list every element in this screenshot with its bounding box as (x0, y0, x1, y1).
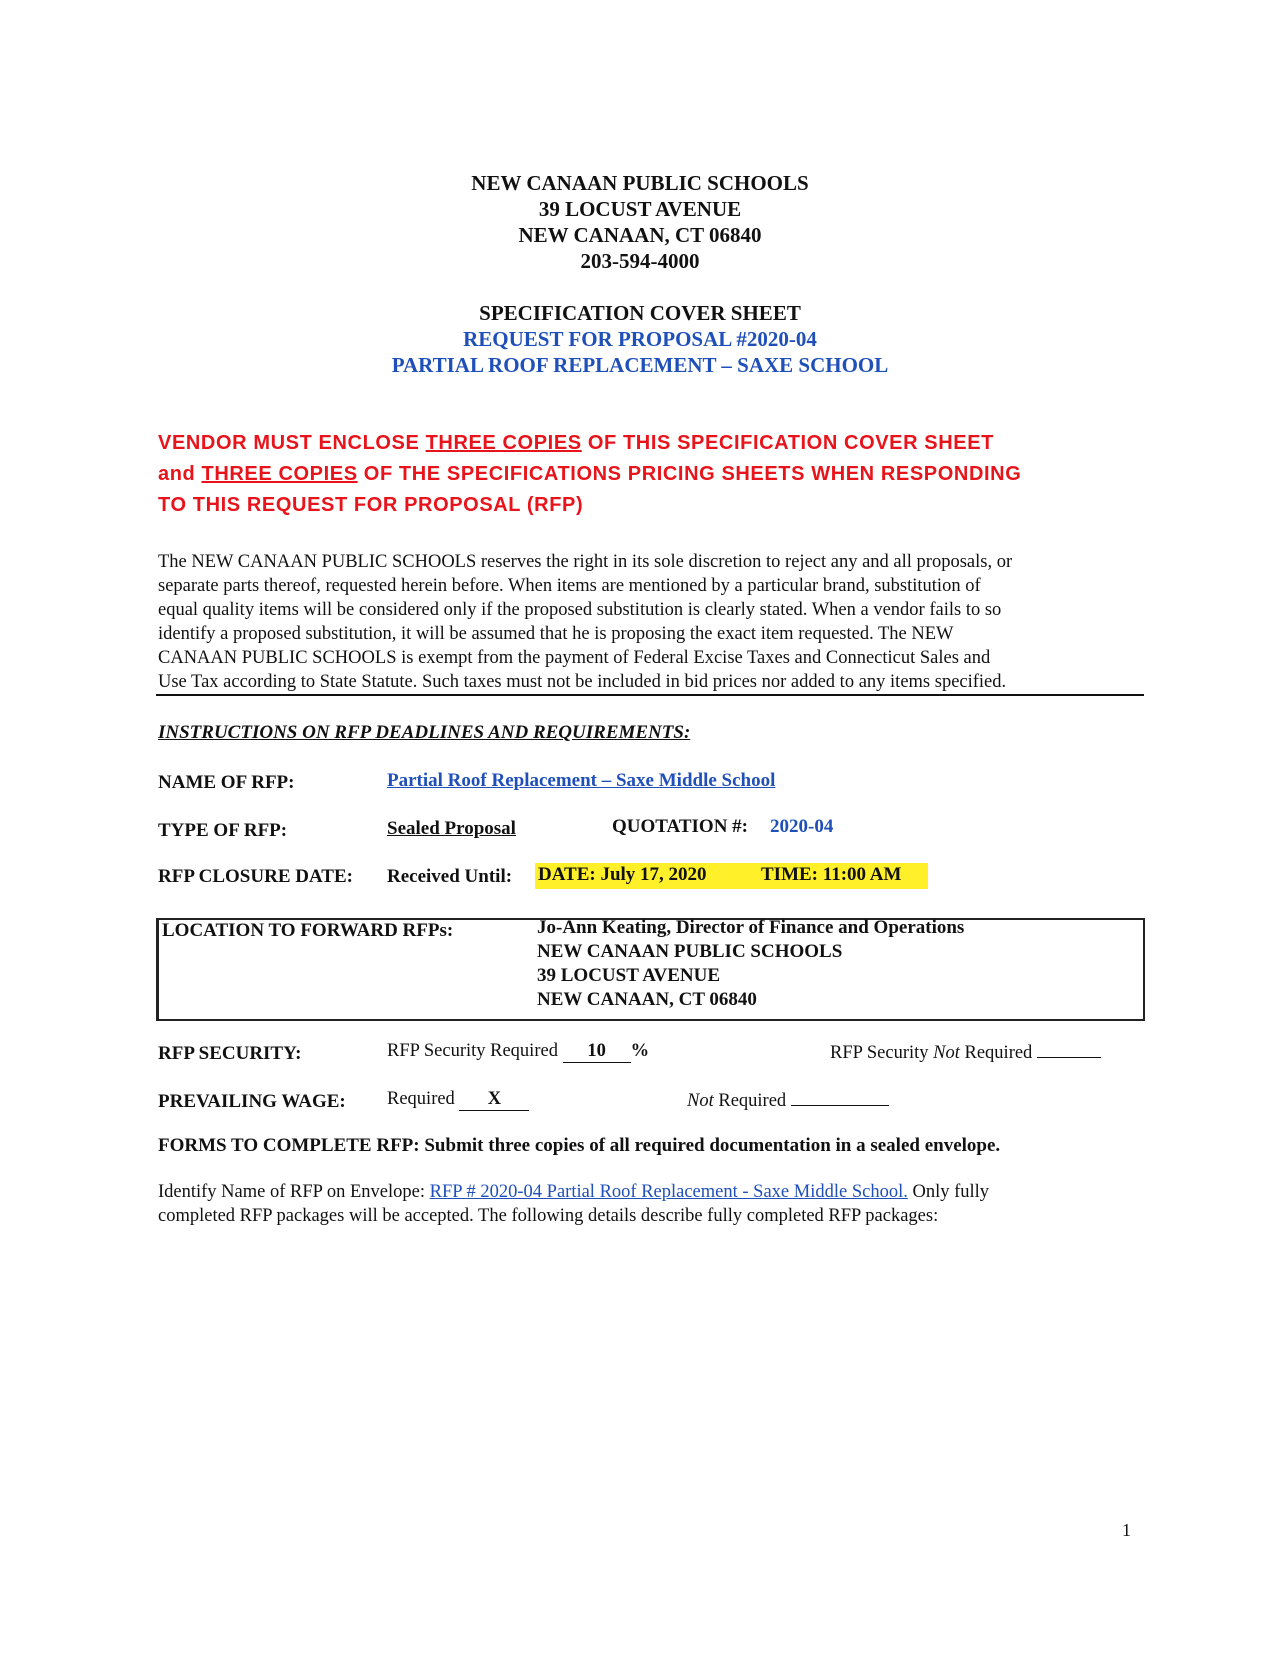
prevailing-wage-label: PREVAILING WAGE: (158, 1091, 346, 1112)
sheet-title: SPECIFICATION COVER SHEET (479, 301, 801, 325)
quotation-label: QUOTATION #: (612, 816, 748, 837)
instructions-heading: INSTRUCTIONS ON RFP DEADLINES AND REQUIREMENTS: (158, 722, 691, 743)
warning-line-2 (158, 459, 1021, 490)
warning-text: OF THIS SPECIFICATION COVER SHEET (581, 432, 994, 454)
disclaimer-line: separate parts thereof, requested herein before. When items are mentioned by a particular brand, substitution of (158, 576, 981, 596)
identify-line-1 (158, 1180, 989, 1204)
quotation-number: 2020-04 (770, 816, 834, 837)
wage-required-field (387, 1089, 529, 1111)
disclaimer-line: CANAAN PUBLIC SCHOOLS is exempt from the payment of Federal Excise Taxes and Connecticut Sales and (158, 648, 991, 668)
security-not-prefix: RFP Security (830, 1043, 934, 1063)
security-not-required-blank[interactable] (1037, 1039, 1101, 1058)
name-of-rfp-value[interactable]: Partial Roof Replacement – Saxe Middle School (387, 770, 776, 791)
org-phone: 203-594-4000 (580, 249, 700, 273)
org-name: NEW CANAAN PUBLIC SCHOOLS (471, 171, 809, 195)
location-line: NEW CANAAN, CT 06840 (537, 989, 757, 1010)
identify-line-2: completed RFP packages will be accepted. The following details describe fully completed RFP packages: (158, 1206, 939, 1226)
received-until-label: Received Until: (387, 866, 513, 887)
page-number: 1 (1122, 1520, 1131, 1540)
security-required-field (387, 1041, 649, 1063)
disclaimer-line: identify a proposed substitution, it will be assumed that he is proposing the exact item requested. The NEW (158, 624, 954, 644)
identify-link[interactable]: RFP # 2020-04 Partial Roof Replacement - Saxe Middle School. (429, 1182, 908, 1202)
disclaimer-line: Use Tax according to State Statute. Such taxes must not be included in bid prices nor added to any items specified. (158, 672, 1007, 692)
rfp-number-title: REQUEST FOR PROPOSAL #2020-04 (463, 327, 817, 351)
project-title: PARTIAL ROOF REPLACEMENT – SAXE SCHOOL (391, 353, 889, 377)
security-required-text: RFP Security Required (387, 1041, 558, 1061)
wage-required-text: Required (387, 1089, 455, 1109)
warning-line-1 (158, 428, 994, 459)
location-line: NEW CANAAN PUBLIC SCHOOLS (537, 941, 843, 962)
security-label: RFP SECURITY: (158, 1043, 302, 1064)
wage-not-required-blank[interactable] (791, 1087, 889, 1106)
forms-instructions: FORMS TO COMPLETE RFP: Submit three copies of all required documentation in a sealed envelope. (158, 1135, 1001, 1156)
location-line: 39 LOCUST AVENUE (537, 965, 721, 986)
warning-text: VENDOR MUST ENCLOSE (158, 432, 426, 454)
wage-not-word: Not (687, 1091, 714, 1111)
security-not-suffix: Required (959, 1043, 1033, 1063)
name-of-rfp-label: NAME OF RFP: (158, 772, 295, 793)
closure-time: TIME: 11:00 AM (761, 864, 902, 885)
identify-suffix: Only fully (907, 1182, 990, 1202)
warning-emphasis: THREE COPIES (425, 432, 582, 454)
closure-date-label: RFP CLOSURE DATE: (158, 866, 353, 887)
section-divider (156, 694, 1144, 696)
warning-text: OF THE SPECIFICATIONS PRICING SHEETS WHEN RESPONDING (357, 463, 1022, 485)
closure-date: DATE: July 17, 2020 (538, 864, 707, 885)
security-not-required-field (830, 1039, 1101, 1064)
wage-not-suffix: Required (713, 1091, 787, 1111)
warning-text: and (158, 463, 202, 485)
wage-not-required-field (687, 1087, 889, 1112)
security-required-value[interactable]: 10 (563, 1041, 631, 1063)
wage-required-value[interactable]: X (459, 1089, 529, 1111)
disclaimer-line: The NEW CANAAN PUBLIC SCHOOLS reserves the right in its sole discretion to reject any and all proposals, or (158, 552, 1013, 572)
security-percent: % (630, 1041, 650, 1061)
warning-emphasis: THREE COPIES (201, 463, 358, 485)
identify-prefix: Identify Name of RFP on Envelope: (158, 1182, 430, 1202)
org-street: 39 LOCUST AVENUE (538, 197, 742, 221)
location-label: LOCATION TO FORWARD RFPs: (162, 920, 454, 941)
warning-line-3: TO THIS REQUEST FOR PROPOSAL (RFP) (158, 494, 584, 516)
type-of-rfp-label: TYPE OF RFP: (158, 820, 288, 841)
type-of-rfp-value: Sealed Proposal (387, 818, 516, 839)
org-city: NEW CANAAN, CT 06840 (518, 223, 762, 247)
security-not-word: Not (933, 1043, 960, 1063)
disclaimer-line: equal quality items will be considered only if the proposed substitution is clearly stated. When a vendor fails to so (158, 600, 1002, 620)
location-line: Jo-Ann Keating, Director of Finance and Operations (537, 917, 965, 938)
